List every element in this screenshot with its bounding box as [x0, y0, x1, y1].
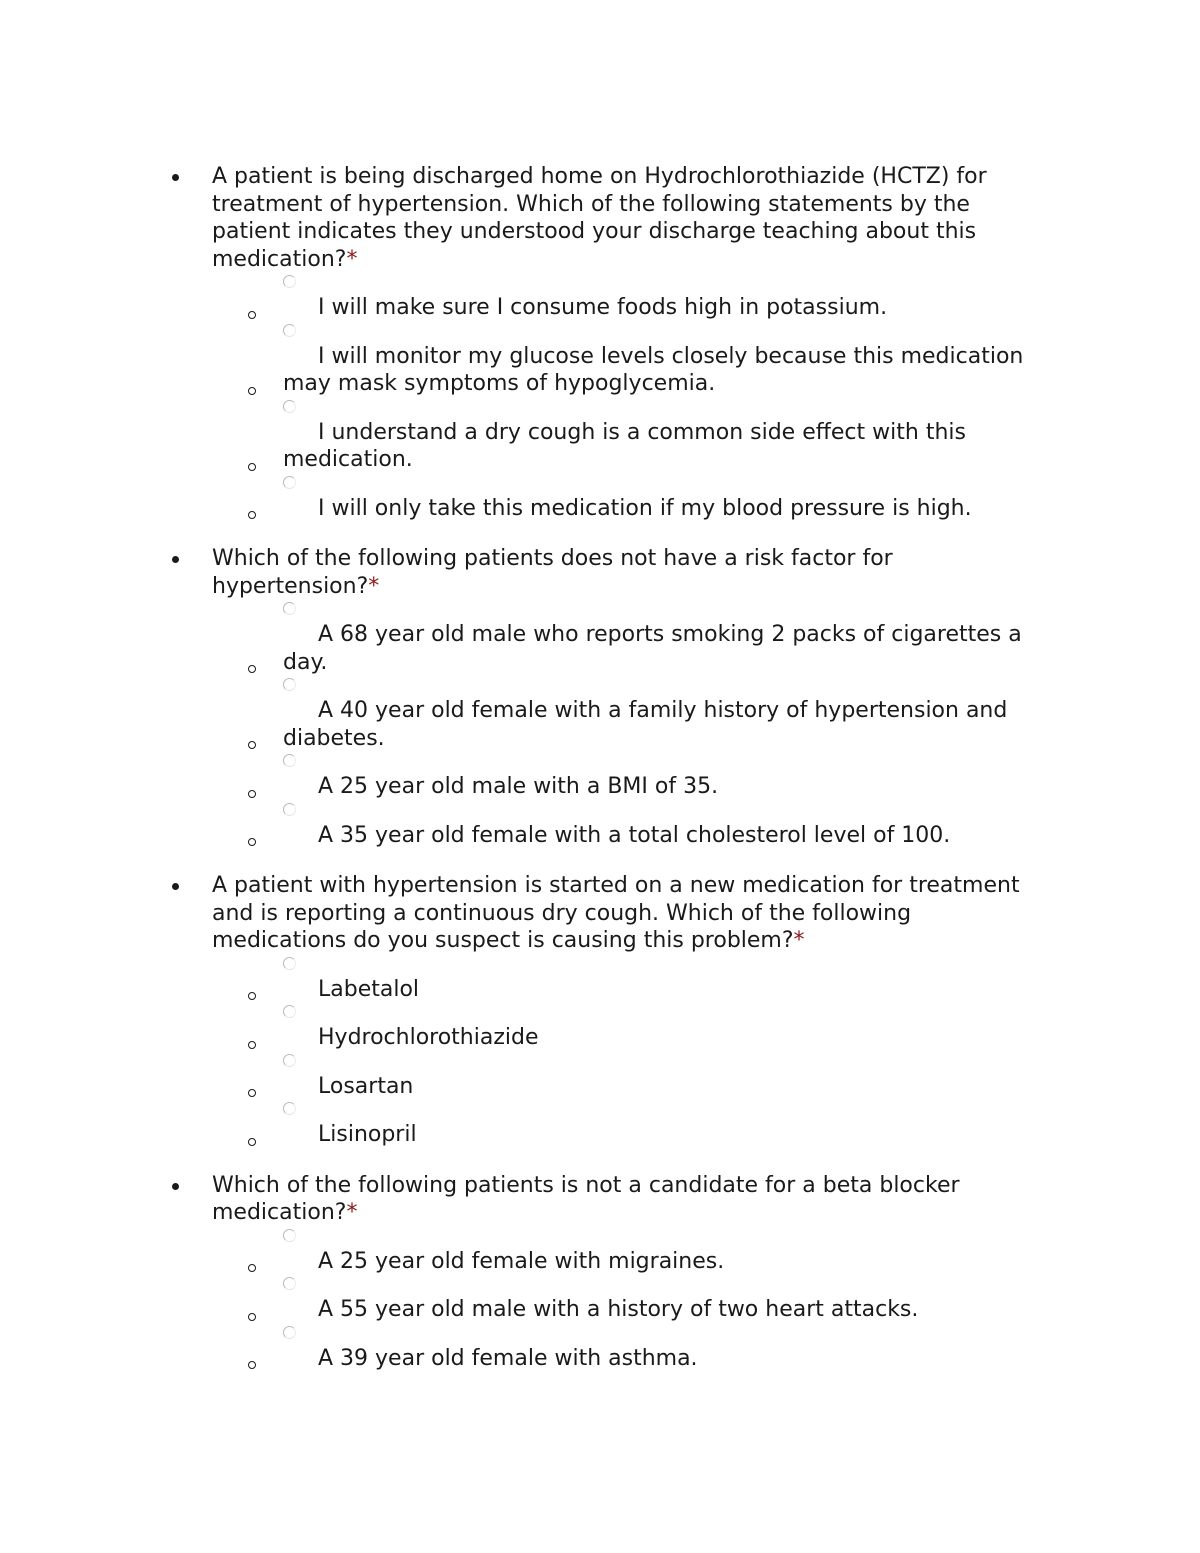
question-prompt: Which of the following patients is not a candidate for a beta blocker medication? — [212, 1172, 960, 1225]
sub-bullet — [248, 463, 256, 471]
bullet — [172, 1183, 179, 1190]
option-list — [212, 1227, 1062, 1373]
option-label: Lisinopril — [318, 1122, 417, 1147]
required-asterisk: * — [346, 1200, 358, 1225]
question-text — [212, 163, 1062, 273]
option-list — [212, 600, 1062, 849]
option-label: A 35 year old female with a total cholesterol level of 100. — [318, 822, 951, 848]
question-prompt: A patient with hypertension is started on a new medication for treatment and is reporting a continuous dry cough. Which of the following medications do you suspect is causing this problem? — [212, 873, 1020, 953]
sub-bullet — [248, 311, 256, 319]
radio-button[interactable] — [283, 1229, 296, 1242]
sub-bullet — [248, 1089, 256, 1097]
radio-button[interactable] — [283, 324, 296, 337]
sub-bullet — [248, 387, 256, 395]
radio-button[interactable] — [283, 602, 296, 615]
option-label: A 55 year old male with a history of two heart attacks. — [318, 1297, 919, 1322]
sub-bullet — [248, 992, 256, 1000]
answer-option[interactable] — [283, 600, 1064, 676]
sub-bullet — [248, 1313, 256, 1321]
option-label: A 25 year old male with a BMI of 35. — [318, 774, 719, 799]
radio-button[interactable] — [283, 1054, 296, 1067]
sub-bullet — [248, 790, 256, 798]
question-3 — [212, 872, 1062, 1149]
required-asterisk: * — [346, 246, 358, 272]
option-list — [212, 273, 1062, 522]
option-label: A 68 year old male who reports smoking 2 packs of cigarettes a day. — [283, 622, 1022, 675]
sub-bullet — [248, 1041, 256, 1049]
option-label: A 40 year old female with a family history of hypertension and diabetes. — [283, 698, 1008, 751]
radio-button[interactable] — [283, 400, 296, 413]
answer-option[interactable] — [283, 1003, 1064, 1052]
option-label: Hydrochlorothiazide — [318, 1025, 539, 1050]
answer-option[interactable] — [283, 322, 1064, 398]
answer-option[interactable] — [283, 1227, 1064, 1276]
bullet — [172, 556, 179, 563]
question-list — [212, 163, 1062, 1372]
required-asterisk: * — [793, 928, 805, 953]
answer-option[interactable] — [283, 1324, 1064, 1373]
option-list — [212, 955, 1062, 1149]
question-4 — [212, 1172, 1062, 1373]
question-prompt: Which of the following patients does not have a risk factor for hypertension? — [212, 546, 893, 599]
option-label: I understand a dry cough is a common side effect with this medication. — [283, 419, 966, 472]
radio-button[interactable] — [283, 957, 296, 970]
radio-button[interactable] — [283, 275, 296, 288]
answer-option[interactable] — [283, 1052, 1064, 1101]
question-1 — [212, 163, 1062, 522]
option-label: A 39 year old female with asthma. — [318, 1345, 698, 1371]
option-label: Losartan — [318, 1073, 414, 1099]
question-text — [212, 872, 1062, 955]
radio-button[interactable] — [283, 803, 296, 816]
radio-button[interactable] — [283, 678, 296, 691]
question-2 — [212, 545, 1062, 849]
sub-bullet — [248, 838, 256, 846]
radio-button[interactable] — [283, 1005, 296, 1018]
radio-button[interactable] — [283, 1277, 296, 1290]
answer-option[interactable] — [283, 273, 1064, 322]
bullet — [172, 883, 179, 890]
sub-bullet — [248, 511, 256, 519]
sub-bullet — [248, 1138, 256, 1146]
sub-bullet — [248, 1264, 256, 1272]
radio-button[interactable] — [283, 476, 296, 489]
answer-option[interactable] — [283, 801, 1064, 850]
answer-option[interactable] — [283, 474, 1064, 523]
answer-option[interactable] — [283, 752, 1064, 801]
answer-option[interactable] — [283, 1100, 1064, 1149]
radio-button[interactable] — [283, 1102, 296, 1115]
question-prompt: A patient is being discharged home on Hydrochlorothiazide (HCTZ) for treatment of hypertension. Which of the following statements by the patient indicates they understood your discharge teaching about this medication? — [212, 164, 987, 272]
question-text — [212, 1172, 1062, 1227]
required-asterisk: * — [368, 573, 380, 599]
option-label: I will make sure I consume foods high in potassium. — [318, 295, 888, 320]
sub-bullet — [248, 741, 256, 749]
option-label: A 25 year old female with migraines. — [318, 1248, 725, 1274]
answer-option[interactable] — [283, 676, 1064, 752]
question-text — [212, 545, 1062, 600]
option-label: Labetalol — [318, 976, 420, 1002]
radio-button[interactable] — [283, 754, 296, 767]
radio-button[interactable] — [283, 1326, 296, 1339]
sub-bullet — [248, 1361, 256, 1369]
answer-option[interactable] — [283, 1275, 1064, 1324]
option-label: I will monitor my glucose levels closely because this medication may mask symptoms of hypoglycemia. — [283, 343, 1024, 396]
answer-option[interactable] — [283, 955, 1064, 1004]
option-label: I will only take this medication if my blood pressure is high. — [318, 495, 972, 521]
answer-option[interactable] — [283, 398, 1064, 474]
bullet — [172, 174, 179, 181]
sub-bullet — [248, 665, 256, 673]
